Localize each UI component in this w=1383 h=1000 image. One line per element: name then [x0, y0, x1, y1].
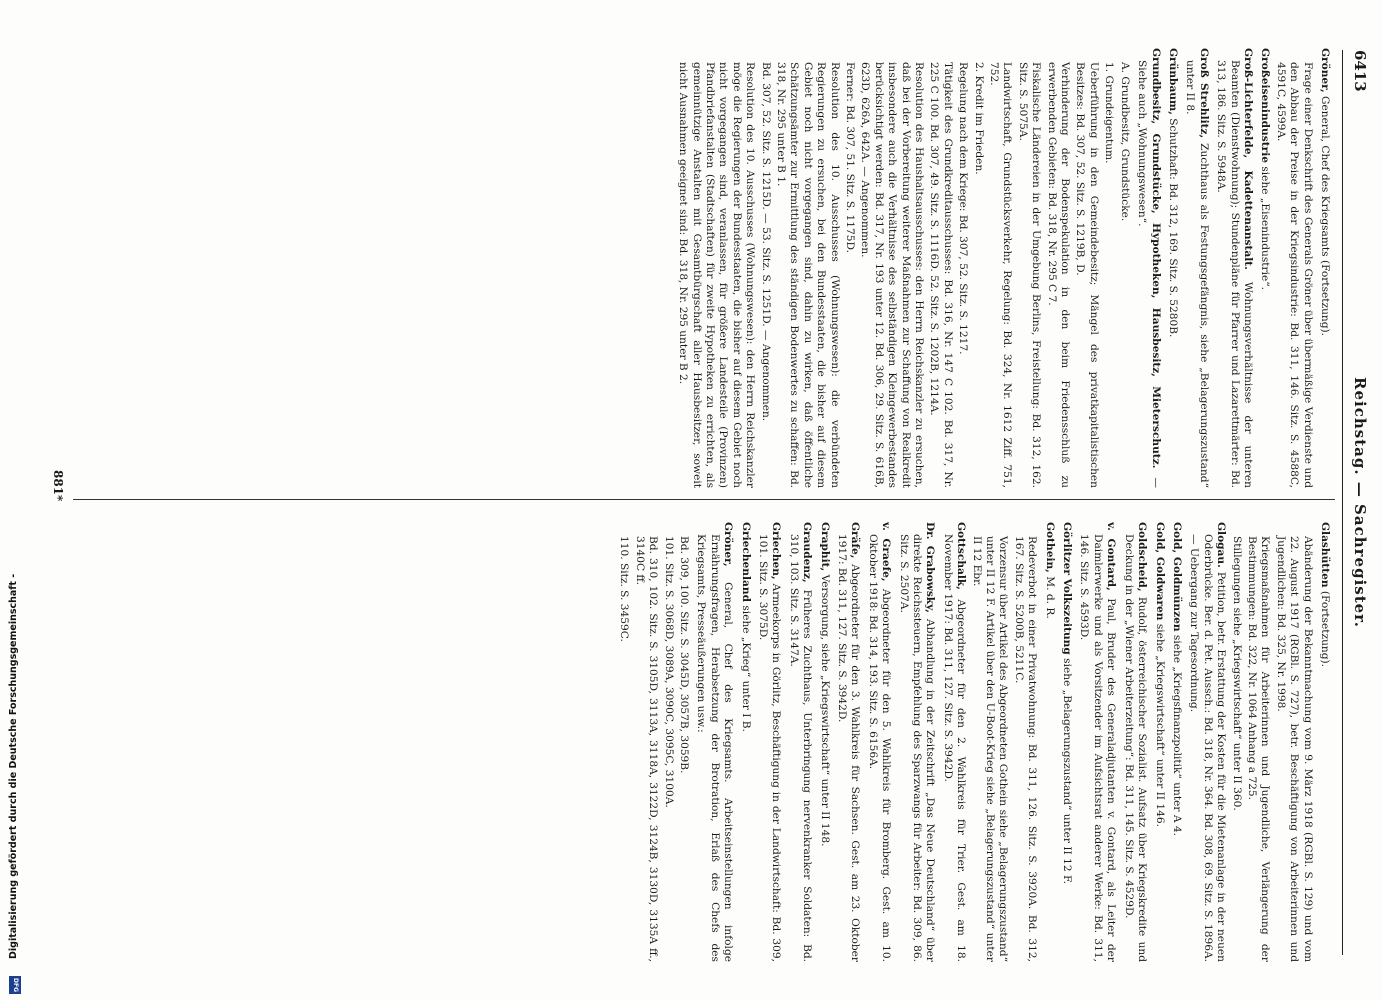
register-entry	[1042, 522, 1055, 962]
entry-text: Regelung nach dem Kriege: Bd. 307, 52. Sitz. S. 1217.	[957, 62, 970, 355]
entry-lemma: Grünbaum,	[1166, 48, 1179, 115]
entry-text: Kriegsmaßnahmen für Arbeiterinnen und Jugendliche, Verlängerung der Bestimmungen: Bd. 322, Nr. 1064 Anhang a 725.	[1245, 536, 1272, 962]
entry-text: Abgeordneter für den 5. Wahlkreis für Bromberg. Gest. am 10. Oktober 1918: Bd. 314, 193. Sitz. S. 6156A.	[866, 534, 893, 962]
register-entry	[617, 536, 630, 962]
register-entry	[969, 536, 1009, 962]
register-entry	[1245, 536, 1272, 962]
right-column	[81, 522, 1331, 962]
digitization-notice: Digitalisierung gefördert durch die Deutsche Forschungsgemeinschaft -	[8, 573, 19, 959]
register-entry	[1273, 536, 1313, 962]
entry-text: General, Chef des Kriegsamts (Fortsetzung).	[1319, 96, 1331, 337]
digitization-strip	[8, 14, 19, 994]
entry-text: Frage einer Denkschrift des Generals Gröner über übermäßige Verdienste und den Abbau der Preise in der Kriegsindustrie: Bd. 311, 146. Sitz. S. 4588C, 4591C, 4599A.	[1274, 62, 1314, 488]
entry-text: A. Grundbesitz, Grundstücke.	[1118, 62, 1131, 222]
entry-lemma: Graudenz,	[801, 522, 814, 583]
register-entry	[632, 536, 659, 962]
register-entry	[1102, 62, 1115, 488]
entry-text: 110. Sitz. S. 3459C.	[618, 536, 631, 642]
register-entry	[817, 522, 830, 962]
entry-lemma: Görlitzer Volkszeitung	[1061, 522, 1074, 655]
entry-text: Früheres Zuchthaus, Unterbringung nervenkranker Soldaten: Bd. 310, 103. Sitz. S. 3147A.	[787, 534, 814, 962]
register-entry	[774, 62, 841, 488]
entry-text: Resolution des 10. Ausschusses (Wohnungswesen): den Herrn Reichskanzler möge die Regierungen der Bundesstaaten, die bisher auf diesem Gebiet noch nicht vorgegangen sind, veranlassen, für größere Landesteile (Provinzen) Pfandbriefanstalten (Stadtschaften) für zweite Hypotheken zu errichten, als gemeinnützige Anstalten mit Gesamtbürgschaft aller Hausbesitzer, soweit nicht Ausnahmen geeignet sind: Bd. 318, Nr. 295 unter B 2.	[677, 62, 757, 488]
entry-lemma: Gottschalk,	[955, 522, 968, 590]
entry-text: Vorzensur über Artikel des Abgeordneten Gothein siehe „Belagerungszustand“ unter II 12 F. Artikel über den U-Boot-Krieg siehe „Belagerungszustand“ unter II 12 Ebr.	[970, 536, 1010, 962]
register-entry	[1318, 522, 1331, 962]
entry-lemma: Griechen,	[770, 522, 783, 580]
entry-text: Abhandlung in der Zeitschrift „Das Neue Deutschland“ über direkte Reichssteuern, Empfehlung des Sparzwangs für Arbeiter: Bd. 309, 86. Sitz. S. 2507A.	[897, 534, 937, 962]
entry-text: Tätigkeit des Grundkreditausschusses: Bd. 316, Nr. 147 C 102. Bd. 317, Nr. 225 C 100. Bd. 307, 49. Sitz. S. 1116D. 52. Sitz. S. 1202B, 1214A.	[928, 62, 954, 488]
entry-text: Ferner: Bd. 307, 51. Sitz. S. 1175D.	[844, 62, 856, 253]
entry-lemma: Griechenland	[739, 522, 752, 602]
register-entry	[1166, 48, 1179, 488]
register-entry	[1187, 522, 1227, 962]
entry-lemma: Glogau.	[1215, 522, 1228, 568]
entry-text: Stillegungen siehe „Kriegswirtschaft“ unter II 360.	[1230, 536, 1243, 811]
entry-lemma: v. Gontard,	[1105, 522, 1118, 591]
register-entry	[1318, 48, 1331, 488]
entry-text: siehe „Eisenindustrie“.	[1259, 166, 1272, 291]
entry-text: Schutzhaft: Bd. 312, 169. Sitz. S. 5280B.	[1166, 118, 1179, 338]
entry-lemma: Gothein,	[1043, 522, 1056, 573]
register-entry	[896, 522, 936, 962]
entry-text: 1. Grundeigentum.	[1103, 62, 1116, 164]
register-entry	[1183, 48, 1210, 488]
register-entry	[865, 522, 892, 962]
running-title: Reichstag. — Sachregister.	[1351, 377, 1369, 628]
entry-lemma: Gräfe,	[849, 522, 862, 559]
entry-lemma: Grundbesitz, Grundstücke, Hypotheken, Hausbesitz, Mieterschutz.	[1149, 48, 1162, 469]
register-entry	[971, 62, 984, 488]
entry-lemma: Großeisenindustrie	[1259, 48, 1272, 163]
entry-lemma: Gröner,	[722, 522, 735, 567]
entry-text: siehe „Kriegsfinanzpolitik“ unter A 4.	[1170, 634, 1183, 836]
register-entry	[927, 62, 954, 488]
sheet-mark: 881*	[51, 470, 65, 502]
entry-text: Verhinderung der Bodenspekulation in den beim Friedensschluß zu erwerbenden Gebieten: Bd. 318, Nr. 295 C 7.	[1045, 62, 1072, 488]
entry-text: Fiskalische Ländereien in der Umgebung Berlins, Freistellung: Bd. 312, 162. Sitz. S. 5075A.	[1016, 62, 1043, 488]
register-entry	[1152, 522, 1165, 962]
column-divider	[73, 499, 1335, 500]
register-entry	[1073, 62, 1100, 488]
register-entry	[956, 62, 969, 488]
register-entry	[1060, 522, 1073, 962]
entry-text: siehe „Belagerungszustand“ unter II 12 F.	[1061, 658, 1074, 885]
entry-lemma: v. Graefe,	[880, 522, 893, 582]
entry-lemma: Goldscheid,	[1136, 522, 1149, 592]
left-column	[81, 48, 1331, 488]
register-entry	[1011, 536, 1038, 962]
page-number: 6413	[1351, 50, 1369, 92]
register-entry	[1044, 62, 1071, 488]
entry-text: Resolution des 10. Ausschusses (Wohnungswesen): die verbündeten Regierungen zu ersuchen, bei den Bundesstaaten, die bisher auf diesem Gebiet noch nicht vorgegangen sind, dahin zu wirken, daß öffentliche Schätzungsämter zur Ermittlung des ständigen Bodenwertes zu schaffen: Bd. 318, Nr. 295 unter B 1.	[774, 62, 841, 488]
entry-text: Petition, betr. Erstattung der Kosten für die Mietenanlage in der neuen Oderbrücke. Ber. d. Pet. Aussch.: Bd. 318, Nr. 364. Bd. 308, 69. Sitz. S. 1896A. — Uebergang zur Tagesordnung.	[1188, 534, 1228, 962]
entry-text: (Fortsetzung).	[1319, 590, 1331, 667]
entry-lemma: Dr. Grabowsky,	[924, 522, 937, 613]
entry-text: Abgeordneter für den 3. Wahlkreis für Sachsen. Gest. am 23. Oktober 1917: Bd. 311, 127. Sitz. S. 3942D.	[836, 534, 862, 962]
register-entry	[1015, 62, 1042, 488]
entry-lemma: Groß Strehlitz,	[1197, 48, 1210, 139]
register-entry	[1121, 522, 1148, 962]
register-entry	[786, 522, 813, 962]
register-entry	[1258, 48, 1271, 488]
entry-text: Redeverbot in einer Privatwohnung: Bd. 311, 126. Sitz. S. 3920A. Bd. 312, 167. Sitz. S. 5200B, 5211C.	[1012, 536, 1039, 962]
entry-text: Ueberführung in den Gemeindebesitz; Mängel des privatkapitalistischen Besitzes: Bd. 307, 52. Sitz. S. 1219B, D.	[1074, 62, 1100, 488]
register-entry	[1229, 536, 1242, 962]
entry-text: Resolution des Haushaltsausschusses: den Herrn Reichskanzler zu ersuchen, daß bei der Vorbereitung weiterer Maßnahmen zur Schaffung von Realkredit insbesondere auch die Verhältnisse des selbständigen Kleingewerbestandes berücksichtigt werden: Bd. 317, Nr. 193 unter 12. Bd. 306, 29. Sitz. S. 616B, 623D, 626A, 642A. — Angenommen.	[859, 62, 926, 488]
entry-text: Rudolf, österreichischer Sozialist. Aufsatz über Kriegskredite und Deckung in der „Wiener Arbeiterzeitung“: Bd. 311, 145. Sitz. S. 4529D.	[1122, 534, 1149, 962]
entry-text: Bd. 309, 100. Sitz. S. 3045D, 3057B, 3059B.	[677, 536, 690, 774]
register-entry	[758, 62, 771, 488]
entry-text: Abänderung der Bekanntmachung vom 9. März 1918 (RGBl. S. 129) und vom 22. August 1917 (RGBl. S. 727), betr. Beschäftigung von Arbeiterinnen und Jugendlichen: Bd. 325, Nr. 1998.	[1274, 536, 1314, 962]
entry-text: 2. Kredit im Frieden.	[972, 62, 985, 175]
entry-lemma: Groß-Lichterfelde, Kadettenanstalt.	[1241, 48, 1254, 270]
entry-lemma: Graphit,	[818, 522, 831, 572]
entry-text: siehe „Krieg“ unter I B.	[739, 605, 752, 732]
register-entry	[738, 522, 751, 962]
register-entry	[835, 522, 862, 962]
register-entry	[1170, 522, 1183, 962]
running-head	[1345, 50, 1369, 955]
entry-lemma: Gold, Goldwaren	[1153, 522, 1166, 621]
entry-text: Bd. 310, 102. Sitz. S. 3105D, 3113A, 3118A, 3122D, 3124B, 3130D, 3135A ff., 3140C ff.	[633, 536, 660, 962]
entry-text: siehe „Kriegswirtschaft“ unter II 146.	[1153, 623, 1166, 827]
register-entry	[1273, 62, 1313, 488]
entry-text: Paul, Bruder des Generaladjutanten v. Gontard, als Leiter der Daimlerwerke und als Vorsitzender im Aufsichtsrat anderer Werke: Bd. 311, 146. Sitz. S. 4593D.	[1078, 534, 1118, 962]
entry-lemma: Gold, Goldmünzen	[1170, 522, 1183, 632]
header-rule	[1342, 50, 1343, 955]
register-entry	[843, 62, 856, 488]
entry-text: Abgeordneter für den 2. Wahlkreis für Trier. Gest. am 18. November 1917: Bd. 311, 127. Sitz. S. 3942D.	[941, 534, 968, 962]
entry-text: Zuchthaus als Festungsgefängnis, siehe „Belagerungszustand“ unter II 8.	[1184, 60, 1210, 488]
entry-text: General, Chef des Kriegsamts. Arbeitseinstellungen infolge Ernährungsfragen, Herabsetzung der Brotration, Erlaß des Chefs des Kriegsamts, Presseäußerungen usw.:	[695, 534, 735, 962]
entry-text: Bd. 307, 52. Sitz. S. 1215D. — 53. Sitz. S. 1251D. — Angenommen.	[759, 62, 772, 422]
register-entry	[987, 62, 1014, 488]
entry-lemma: Gröner,	[1319, 48, 1331, 93]
entry-text: Armeekorps in Görlitz, Beschäftigung in der Landwirtschaft: Bd. 309, 101. Sitz. S. 3075D.	[756, 534, 783, 962]
register-entry	[677, 536, 690, 962]
entry-lemma: Glashütten	[1319, 522, 1331, 588]
dfg-logo: DFG	[9, 976, 21, 994]
register-entry	[1214, 48, 1254, 488]
register-entry	[1135, 48, 1162, 488]
entry-text: — Siehe auch „Wohnungswesen“.	[1136, 60, 1162, 488]
entry-text: M. d. R.	[1043, 576, 1056, 619]
register-entry	[1077, 522, 1117, 962]
entry-text: Landwirtschaft, Grundstücksverkehr, Regelung: Bd. 324, Nr. 1612 Ziff. 751, 752.	[988, 62, 1014, 488]
entry-text: Versorgung, siehe „Kriegswirtschaft“ unter II 148.	[818, 574, 831, 847]
register-entry	[940, 522, 967, 962]
register-entry	[694, 522, 734, 962]
register-entry	[1117, 62, 1130, 488]
entry-text: Wohnungsverhältnisse der unteren Beamten (Dienstwohnung); Stundenpläne für Pfarrer und Lazarettmärter: Bd. 313, 186. Sitz. S. 5948A.	[1215, 60, 1254, 488]
register-entry	[676, 62, 756, 488]
entry-text: 101. Sitz. S. 3068D, 3089A, 3090C, 3095C, 3100A.	[662, 536, 675, 808]
register-entry	[661, 536, 674, 962]
register-entry	[756, 522, 783, 962]
register-entry	[858, 62, 925, 488]
